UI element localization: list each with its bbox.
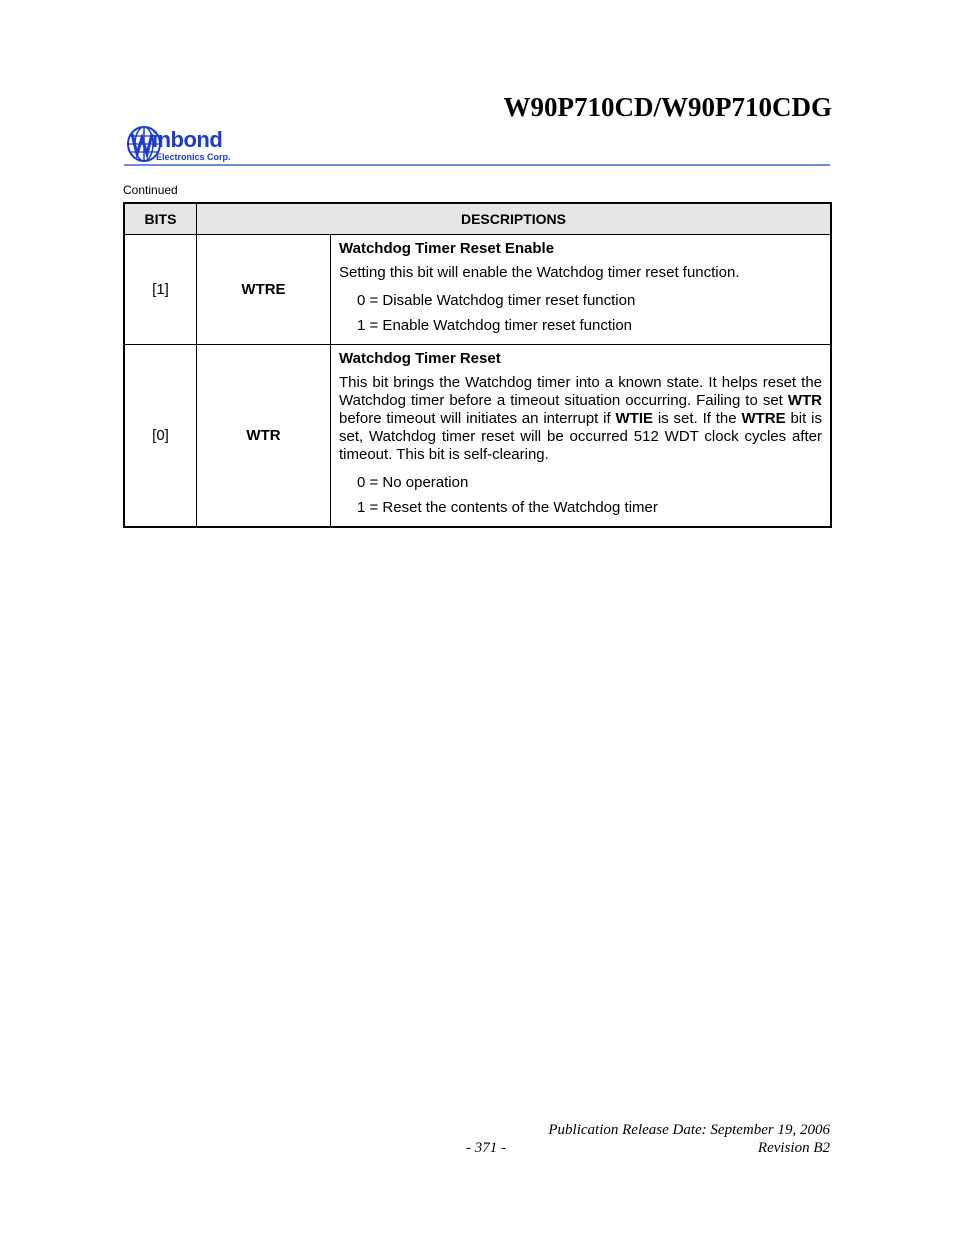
logo-wordmark: inbond bbox=[152, 127, 223, 152]
publication-date: Publication Release Date: September 19, 2006 bbox=[548, 1122, 830, 1138]
description-text bbox=[339, 374, 822, 464]
description-text-part: bit is set, Watchdog timer reset will be occurred 512 WDT clock cycles after timeout. This bit is self-clearing. bbox=[339, 410, 822, 463]
winbond-logo bbox=[126, 124, 250, 166]
document-title: W90P710CD/W90P710CDG bbox=[503, 92, 832, 122]
register-ref-wtr: WTR bbox=[787, 392, 822, 409]
page-number: - 371 - bbox=[466, 1140, 506, 1156]
continued-label: Continued bbox=[123, 183, 178, 197]
option-value: 0 = No operation bbox=[357, 474, 469, 491]
description-text-part: before timeout will initiates an interrupt if bbox=[339, 410, 616, 427]
bit-index: [1] bbox=[124, 235, 197, 345]
table-header-row bbox=[124, 203, 831, 235]
description-text-part: This bit brings the Watchdog timer into a known state. It helps reset the Watchdog timer before a timeout situation occurring. Failing to set bbox=[339, 374, 822, 409]
bit-name: WTRE bbox=[197, 235, 331, 345]
logo-subtitle: Electronics Corp. bbox=[156, 152, 231, 162]
description-text: Setting this bit will enable the Watchdog timer reset function. bbox=[339, 264, 740, 281]
table-row bbox=[124, 235, 831, 345]
descriptions-column-header: DESCRIPTIONS bbox=[197, 203, 832, 235]
option-value: 1 = Reset the contents of the Watchdog timer bbox=[357, 499, 658, 516]
register-bits-table bbox=[123, 202, 832, 528]
option-value: 0 = Disable Watchdog timer reset function bbox=[357, 292, 636, 309]
bit-index: [0] bbox=[124, 345, 197, 528]
bits-column-header: BITS bbox=[124, 203, 197, 235]
register-ref-wtie: WTIE bbox=[615, 410, 654, 427]
revision-label: Revision B2 bbox=[757, 1140, 830, 1156]
bit-name: WTR bbox=[197, 345, 331, 528]
register-ref-wtre: WTRE bbox=[741, 410, 786, 427]
description-title: Watchdog Timer Reset bbox=[339, 350, 501, 367]
option-value: 1 = Enable Watchdog timer reset function bbox=[357, 317, 633, 334]
bit-description bbox=[331, 235, 832, 345]
description-title: Watchdog Timer Reset Enable bbox=[339, 240, 555, 257]
header-divider bbox=[124, 164, 830, 166]
table-row bbox=[124, 345, 831, 528]
description-text-part: is set. If the bbox=[653, 410, 742, 427]
bit-description bbox=[331, 345, 832, 528]
